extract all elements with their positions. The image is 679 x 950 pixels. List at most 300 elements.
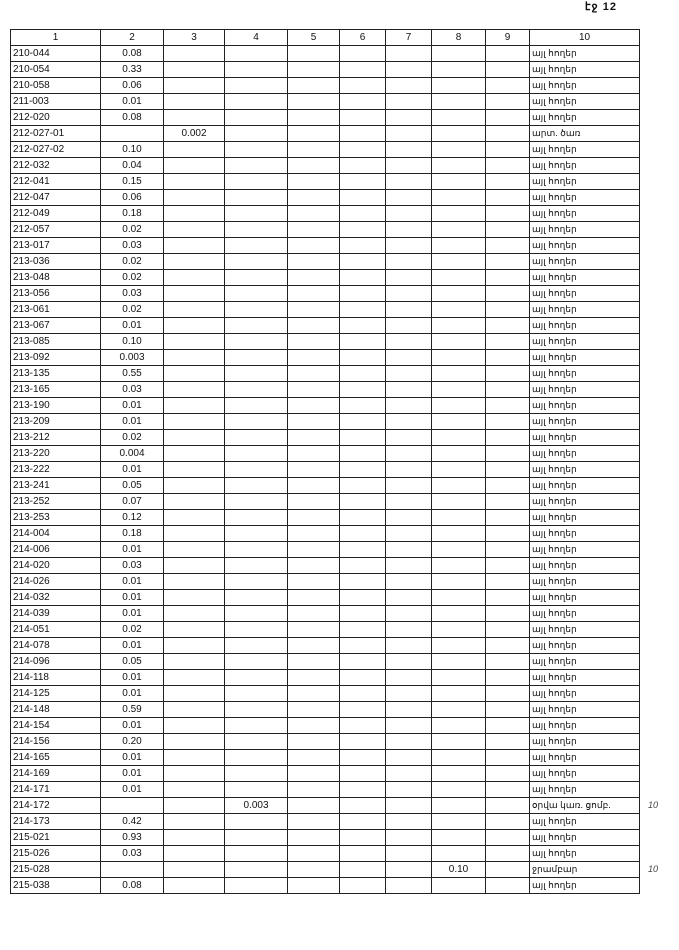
area-cell xyxy=(101,126,164,142)
col5-cell xyxy=(288,206,340,222)
col6-cell xyxy=(340,638,386,654)
parcel-code-cell: 212-027-01 xyxy=(11,126,101,142)
col3-cell xyxy=(164,686,225,702)
area-cell: 0.02 xyxy=(101,254,164,270)
col8-cell xyxy=(432,334,486,350)
parcel-code-cell: 213-252 xyxy=(11,494,101,510)
area-cell: 0.02 xyxy=(101,270,164,286)
col3-cell xyxy=(164,718,225,734)
col4-cell xyxy=(225,462,288,478)
table-row xyxy=(11,686,640,702)
area-cell: 0.18 xyxy=(101,526,164,542)
parcel-code-cell: 213-212 xyxy=(11,430,101,446)
col9-cell xyxy=(486,686,530,702)
land-type-cell: այլ հողեր xyxy=(530,78,640,94)
table-row xyxy=(11,302,640,318)
column-header-3: 3 xyxy=(164,30,225,46)
col7-cell xyxy=(386,46,432,62)
col8-cell xyxy=(432,670,486,686)
col6-cell xyxy=(340,446,386,462)
col7-cell xyxy=(386,878,432,894)
column-header-7: 7 xyxy=(386,30,432,46)
parcel-code-cell: 214-173 xyxy=(11,814,101,830)
col3-cell xyxy=(164,398,225,414)
col3-cell xyxy=(164,654,225,670)
col8-cell xyxy=(432,430,486,446)
col7-cell xyxy=(386,686,432,702)
col3-cell xyxy=(164,366,225,382)
col4-cell xyxy=(225,510,288,526)
col9-cell xyxy=(486,270,530,286)
col3-cell xyxy=(164,94,225,110)
land-type-cell: այլ հողեր xyxy=(530,574,640,590)
col3-cell xyxy=(164,446,225,462)
table-row xyxy=(11,478,640,494)
parcel-code-cell: 211-003 xyxy=(11,94,101,110)
col9-cell xyxy=(486,574,530,590)
col8-cell xyxy=(432,814,486,830)
col9-cell xyxy=(486,254,530,270)
col5-cell xyxy=(288,814,340,830)
parcel-code-cell: 212-041 xyxy=(11,174,101,190)
area-cell xyxy=(101,798,164,814)
col4-cell xyxy=(225,142,288,158)
parcel-code-cell: 213-092 xyxy=(11,350,101,366)
parcel-code-cell: 210-058 xyxy=(11,78,101,94)
land-type-cell: այլ հողեր xyxy=(530,670,640,686)
col4-cell xyxy=(225,446,288,462)
col6-cell xyxy=(340,94,386,110)
col4-cell xyxy=(225,158,288,174)
col7-cell xyxy=(386,814,432,830)
col5-cell xyxy=(288,782,340,798)
area-cell: 0.01 xyxy=(101,686,164,702)
col4-cell xyxy=(225,366,288,382)
col7-cell xyxy=(386,798,432,814)
col3-cell xyxy=(164,78,225,94)
col8-cell xyxy=(432,830,486,846)
col5-cell xyxy=(288,494,340,510)
parcel-code-cell: 213-085 xyxy=(11,334,101,350)
col7-cell xyxy=(386,750,432,766)
col8-cell xyxy=(432,382,486,398)
col3-cell xyxy=(164,270,225,286)
col7-cell xyxy=(386,142,432,158)
col6-cell xyxy=(340,542,386,558)
col8-cell xyxy=(432,206,486,222)
col5-cell xyxy=(288,142,340,158)
col6-cell xyxy=(340,126,386,142)
col6-cell xyxy=(340,590,386,606)
area-cell: 0.08 xyxy=(101,878,164,894)
area-cell: 0.01 xyxy=(101,590,164,606)
col3-cell xyxy=(164,46,225,62)
col6-cell xyxy=(340,878,386,894)
area-cell: 0.01 xyxy=(101,318,164,334)
parcel-code-cell: 214-004 xyxy=(11,526,101,542)
col5-cell xyxy=(288,462,340,478)
col5-cell xyxy=(288,366,340,382)
col4-cell xyxy=(225,46,288,62)
parcel-code-cell: 212-047 xyxy=(11,190,101,206)
area-cell: 0.01 xyxy=(101,638,164,654)
col9-cell xyxy=(486,558,530,574)
col5-cell xyxy=(288,350,340,366)
col9-cell xyxy=(486,430,530,446)
table-row xyxy=(11,350,640,366)
col9-cell xyxy=(486,238,530,254)
parcel-code-cell: 213-048 xyxy=(11,270,101,286)
col5-cell xyxy=(288,686,340,702)
land-type-cell: այլ հողեր xyxy=(530,286,640,302)
area-cell: 0.01 xyxy=(101,766,164,782)
col4-cell xyxy=(225,542,288,558)
col3-cell xyxy=(164,302,225,318)
area-cell: 0.01 xyxy=(101,542,164,558)
parcel-code-cell: 213-209 xyxy=(11,414,101,430)
land-type-cell: այլ հողեր xyxy=(530,718,640,734)
col4-cell xyxy=(225,526,288,542)
col7-cell xyxy=(386,862,432,878)
area-cell: 0.01 xyxy=(101,670,164,686)
col9-cell xyxy=(486,302,530,318)
col6-cell xyxy=(340,174,386,190)
parcel-code-cell: 215-038 xyxy=(11,878,101,894)
col7-cell xyxy=(386,670,432,686)
col5-cell xyxy=(288,654,340,670)
col3-cell xyxy=(164,414,225,430)
col5-cell xyxy=(288,382,340,398)
area-cell: 0.03 xyxy=(101,558,164,574)
column-header-4: 4 xyxy=(225,30,288,46)
col6-cell xyxy=(340,702,386,718)
col8-cell xyxy=(432,686,486,702)
col7-cell xyxy=(386,702,432,718)
table-row xyxy=(11,46,640,62)
col6-cell xyxy=(340,862,386,878)
area-cell: 0.01 xyxy=(101,462,164,478)
land-type-cell: այլ հողեր xyxy=(530,702,640,718)
col7-cell xyxy=(386,350,432,366)
parcel-code-cell: 210-054 xyxy=(11,62,101,78)
col7-cell xyxy=(386,78,432,94)
col4-cell xyxy=(225,814,288,830)
col6-cell xyxy=(340,574,386,590)
col6-cell xyxy=(340,654,386,670)
table-row xyxy=(11,286,640,302)
col5-cell xyxy=(288,798,340,814)
col5-cell xyxy=(288,286,340,302)
column-header-9: 9 xyxy=(486,30,530,46)
col3-cell xyxy=(164,734,225,750)
col4-cell xyxy=(225,734,288,750)
col9-cell xyxy=(486,542,530,558)
col8-cell xyxy=(432,190,486,206)
area-cell: 0.08 xyxy=(101,110,164,126)
col9-cell xyxy=(486,510,530,526)
col5-cell xyxy=(288,62,340,78)
col6-cell xyxy=(340,254,386,270)
col4-cell xyxy=(225,222,288,238)
col8-cell xyxy=(432,158,486,174)
col5-cell xyxy=(288,750,340,766)
col6-cell xyxy=(340,62,386,78)
col7-cell xyxy=(386,718,432,734)
col3-cell xyxy=(164,462,225,478)
area-cell: 0.01 xyxy=(101,398,164,414)
col4-cell xyxy=(225,254,288,270)
column-header-2: 2 xyxy=(101,30,164,46)
land-type-cell: այլ հողեր xyxy=(530,190,640,206)
col9-cell xyxy=(486,862,530,878)
col4-cell xyxy=(225,126,288,142)
land-type-cell: այլ հողեր xyxy=(530,590,640,606)
area-cell: 0.02 xyxy=(101,302,164,318)
col6-cell xyxy=(340,334,386,350)
col6-cell xyxy=(340,622,386,638)
area-cell: 0.10 xyxy=(101,142,164,158)
col8-cell xyxy=(432,542,486,558)
area-cell: 0.02 xyxy=(101,622,164,638)
col9-cell xyxy=(486,142,530,158)
col6-cell xyxy=(340,734,386,750)
col4-cell xyxy=(225,190,288,206)
col7-cell xyxy=(386,830,432,846)
col6-cell xyxy=(340,78,386,94)
col7-cell xyxy=(386,494,432,510)
col3-cell xyxy=(164,830,225,846)
col9-cell xyxy=(486,446,530,462)
col5-cell xyxy=(288,398,340,414)
area-cell: 0.07 xyxy=(101,494,164,510)
col8-cell xyxy=(432,446,486,462)
col8-cell xyxy=(432,846,486,862)
table-row xyxy=(11,558,640,574)
col7-cell xyxy=(386,382,432,398)
table-row xyxy=(11,846,640,862)
col6-cell xyxy=(340,526,386,542)
col5-cell xyxy=(288,622,340,638)
col8-cell xyxy=(432,174,486,190)
col8-cell xyxy=(432,494,486,510)
col9-cell xyxy=(486,638,530,654)
area-cell: 0.10 xyxy=(101,334,164,350)
col9-cell xyxy=(486,62,530,78)
col3-cell xyxy=(164,350,225,366)
col8-cell xyxy=(432,78,486,94)
col8-cell xyxy=(432,62,486,78)
table-row xyxy=(11,606,640,622)
land-type-cell: այլ հողեր xyxy=(530,350,640,366)
area-cell: 0.05 xyxy=(101,654,164,670)
margin-annotation: 10 xyxy=(648,863,659,874)
col7-cell xyxy=(386,302,432,318)
col5-cell xyxy=(288,174,340,190)
col3-cell xyxy=(164,510,225,526)
col8-cell xyxy=(432,478,486,494)
col4-cell xyxy=(225,206,288,222)
col8-cell xyxy=(432,286,486,302)
col6-cell xyxy=(340,686,386,702)
parcel-code-cell: 213-061 xyxy=(11,302,101,318)
col7-cell xyxy=(386,510,432,526)
col8-cell xyxy=(432,574,486,590)
col4-cell xyxy=(225,78,288,94)
col9-cell xyxy=(486,126,530,142)
col9-cell xyxy=(486,606,530,622)
table-row xyxy=(11,398,640,414)
land-type-cell: այլ հողեր xyxy=(530,270,640,286)
col9-cell xyxy=(486,414,530,430)
col7-cell xyxy=(386,542,432,558)
land-type-cell: այլ հողեր xyxy=(530,510,640,526)
table-row xyxy=(11,158,640,174)
col8-cell xyxy=(432,782,486,798)
header-row xyxy=(11,30,640,46)
col8-cell xyxy=(432,606,486,622)
col8-cell: 0.10 xyxy=(432,862,486,878)
col3-cell xyxy=(164,846,225,862)
col6-cell xyxy=(340,814,386,830)
col8-cell xyxy=(432,398,486,414)
col3-cell xyxy=(164,750,225,766)
table-row xyxy=(11,414,640,430)
table-row xyxy=(11,62,640,78)
area-cell: 0.003 xyxy=(101,350,164,366)
col5-cell xyxy=(288,590,340,606)
col7-cell xyxy=(386,766,432,782)
col8-cell xyxy=(432,270,486,286)
col6-cell xyxy=(340,366,386,382)
parcel-code-cell: 215-021 xyxy=(11,830,101,846)
col9-cell xyxy=(486,782,530,798)
col5-cell xyxy=(288,254,340,270)
col4-cell xyxy=(225,334,288,350)
parcel-code-cell: 214-148 xyxy=(11,702,101,718)
table-body xyxy=(11,46,640,894)
col7-cell xyxy=(386,526,432,542)
table-row xyxy=(11,238,640,254)
land-type-cell: այլ հողեր xyxy=(530,542,640,558)
col9-cell xyxy=(486,110,530,126)
col6-cell xyxy=(340,382,386,398)
col6-cell xyxy=(340,222,386,238)
area-cell: 0.01 xyxy=(101,574,164,590)
col4-cell xyxy=(225,718,288,734)
col8-cell xyxy=(432,558,486,574)
col5-cell xyxy=(288,766,340,782)
col9-cell xyxy=(486,206,530,222)
area-cell: 0.03 xyxy=(101,382,164,398)
column-header-6: 6 xyxy=(340,30,386,46)
col8-cell xyxy=(432,142,486,158)
land-type-cell: այլ հողեր xyxy=(530,110,640,126)
col3-cell xyxy=(164,798,225,814)
col5-cell xyxy=(288,606,340,622)
area-cell: 0.04 xyxy=(101,158,164,174)
col3-cell xyxy=(164,142,225,158)
col7-cell xyxy=(386,270,432,286)
col4-cell xyxy=(225,622,288,638)
table-row xyxy=(11,494,640,510)
col6-cell xyxy=(340,782,386,798)
col7-cell xyxy=(386,446,432,462)
col6-cell xyxy=(340,750,386,766)
col4-cell xyxy=(225,286,288,302)
col8-cell xyxy=(432,46,486,62)
column-header-10: 10 xyxy=(530,30,640,46)
land-type-cell: այլ հողեր xyxy=(530,814,640,830)
table-row xyxy=(11,590,640,606)
table-row xyxy=(11,190,640,206)
land-type-cell: այլ հողեր xyxy=(530,382,640,398)
table-row xyxy=(11,126,640,142)
land-type-cell: այլ հողեր xyxy=(530,830,640,846)
col4-cell xyxy=(225,782,288,798)
col8-cell xyxy=(432,110,486,126)
parcel-code-cell: 214-125 xyxy=(11,686,101,702)
col3-cell xyxy=(164,494,225,510)
area-cell: 0.55 xyxy=(101,366,164,382)
col7-cell xyxy=(386,430,432,446)
col5-cell xyxy=(288,302,340,318)
area-cell: 0.18 xyxy=(101,206,164,222)
col6-cell xyxy=(340,606,386,622)
col7-cell xyxy=(386,334,432,350)
area-cell: 0.33 xyxy=(101,62,164,78)
col9-cell xyxy=(486,462,530,478)
col5-cell xyxy=(288,190,340,206)
table-row xyxy=(11,174,640,190)
col4-cell xyxy=(225,766,288,782)
col6-cell xyxy=(340,430,386,446)
table-row xyxy=(11,830,640,846)
parcel-code-cell: 213-190 xyxy=(11,398,101,414)
col8-cell xyxy=(432,526,486,542)
col5-cell xyxy=(288,878,340,894)
land-parcel-table xyxy=(10,29,640,894)
table-row xyxy=(11,782,640,798)
col9-cell xyxy=(486,478,530,494)
parcel-code-cell: 212-049 xyxy=(11,206,101,222)
area-cell: 0.01 xyxy=(101,718,164,734)
land-type-cell: այլ հողեր xyxy=(530,142,640,158)
col8-cell xyxy=(432,222,486,238)
land-type-cell: այլ հողեր xyxy=(530,206,640,222)
land-type-cell: այլ հողեր xyxy=(530,878,640,894)
area-cell: 0.06 xyxy=(101,190,164,206)
col8-cell xyxy=(432,766,486,782)
parcel-code-cell: 213-253 xyxy=(11,510,101,526)
col7-cell xyxy=(386,590,432,606)
page-number: էջ 12 xyxy=(584,1,617,13)
col9-cell xyxy=(486,382,530,398)
area-cell: 0.12 xyxy=(101,510,164,526)
table-row xyxy=(11,622,640,638)
col8-cell xyxy=(432,734,486,750)
col9-cell xyxy=(486,766,530,782)
col9-cell xyxy=(486,590,530,606)
table-row xyxy=(11,94,640,110)
area-cell: 0.01 xyxy=(101,750,164,766)
col3-cell xyxy=(164,702,225,718)
col9-cell xyxy=(486,94,530,110)
col5-cell xyxy=(288,830,340,846)
land-type-cell: այլ հողեր xyxy=(530,622,640,638)
col6-cell xyxy=(340,142,386,158)
table-row xyxy=(11,366,640,382)
col7-cell xyxy=(386,414,432,430)
